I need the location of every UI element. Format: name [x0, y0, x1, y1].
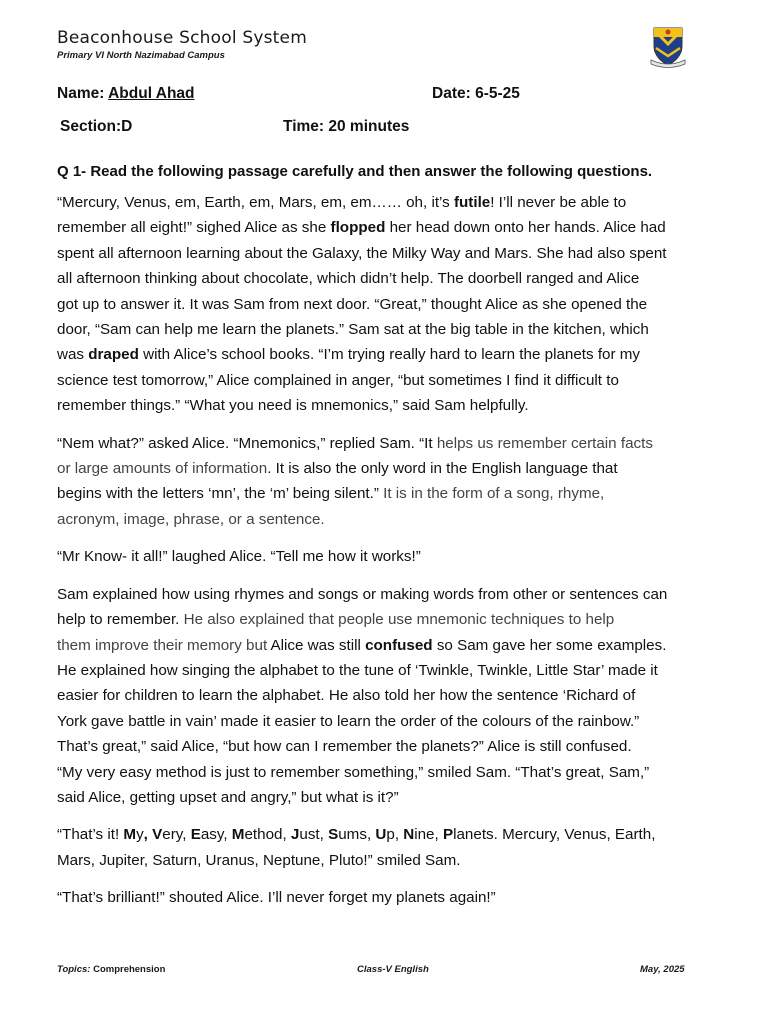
mnemonic-word: Easy,	[190, 826, 232, 844]
date-label: Date:	[432, 85, 476, 102]
passage-paragraph-3	[57, 544, 717, 569]
passage-line: York gave battle in vain’ made it easier to learn the order of the colours of the rainbow.”	[57, 712, 640, 730]
passage-line: acronym, image, phrase, or a sentence.	[57, 510, 325, 528]
time-label: Time:	[283, 118, 329, 135]
passage-line: door, “Sam can help me learn the planets.” Sam sat at the big table in the kitchen, which	[57, 321, 649, 339]
passage-line: or large amounts of information. It is also the only word in the English language that	[57, 460, 618, 478]
passage-line: was draped with Alice’s school books. “I’m trying really hard to learn the planets for my	[57, 346, 641, 364]
mnemonic-word: Up,	[375, 826, 404, 844]
passage	[57, 190, 717, 923]
student-name-line	[57, 85, 195, 103]
topics-value: Comprehension	[90, 964, 166, 975]
passage-paragraph-5	[57, 822, 717, 873]
passage-line: That’s great,” said Alice, “but how can I remember the planets?” Alice is still confused.	[57, 738, 632, 756]
mnemonic-line: “That’s it! My, Very, Easy, Method, Just, Sums, Up, Nine, Planets. Mercury, Venus, Earth,	[57, 826, 656, 844]
passage-line: Sam explained how using rhymes and songs or making words from other or sentences can	[57, 585, 668, 603]
mnemonic-word: Nine,	[403, 826, 443, 844]
question-heading: Q 1- Read the following passage carefully and then answer the following questions.	[57, 163, 653, 180]
passage-line: “That’s brilliant!” shouted Alice. I’ll never forget my planets again!”	[57, 889, 496, 907]
passage-line: Mars, Jupiter, Saturn, Uranus, Neptune, Pluto!” smiled Sam.	[57, 851, 461, 869]
mnemonic-word: Just,	[290, 826, 329, 844]
mnemonic-word: Very,	[152, 826, 191, 844]
footer-topics	[57, 964, 165, 975]
passage-line: got up to answer it. It was Sam from next door. “Great,” thought Alice as she opened the	[57, 295, 648, 313]
passage-line: “Nem what?” asked Alice. “Mnemonics,” replied Sam. “It helps us remember certain facts	[57, 434, 653, 452]
passage-line: He explained how singing the alphabet to the tune of ‘Twinkle, Twinkle, Little Star’ made it	[57, 661, 658, 679]
passage-line: them improve their memory but Alice was still confused so Sam gave her some examples.	[57, 636, 667, 654]
passage-line: remember things.” “What you need is mnemonics,” said Sam helpfully.	[57, 397, 529, 415]
date-line	[432, 85, 520, 103]
school-name: Beaconhouse School System	[57, 28, 307, 48]
passage-line: “Mercury, Venus, em, Earth, em, Mars, em, em…… oh, it’s futile! I’ll never be able to	[57, 194, 627, 211]
mnemonic-word: My,	[123, 826, 153, 844]
name-label: Name:	[57, 85, 109, 102]
mnemonic-word: Sums,	[328, 826, 376, 844]
section-line	[60, 118, 132, 136]
passage-line: “My very easy method is just to remember something,” smiled Sam. “That’s great, Sam,”	[57, 763, 650, 781]
footer-date: May, 2025	[640, 964, 685, 975]
footer-class: Class-V English	[357, 964, 429, 975]
date-value: 6-5-25	[475, 85, 520, 102]
passage-line: easier for children to learn the alphabet. He also told her how the sentence ‘Richard of	[57, 687, 636, 705]
mnemonic-word: Planets.	[442, 826, 503, 844]
section-value: D	[121, 118, 133, 135]
time-value: 20 minutes	[328, 118, 410, 135]
passage-line: remember all eight!” sighed Alice as she flopped her head down onto her hands. Alice had	[57, 219, 666, 237]
passage-paragraph-6	[57, 885, 717, 910]
passage-line: help to remember. He also explained that people use mnemonic techniques to help	[57, 611, 615, 629]
passage-paragraph-4	[57, 582, 717, 811]
passage-line: science test tomorrow,” Alice complained in anger, “but sometimes I find it difficult to	[57, 371, 619, 389]
time-line	[283, 118, 409, 136]
passage-paragraph-2	[57, 431, 717, 533]
mnemonic-word: Method,	[231, 826, 291, 844]
school-crest-logo	[648, 24, 688, 68]
campus-name: Primary VI North Nazimabad Campus	[57, 50, 225, 61]
passage-line: all afternoon thinking about chocolate, which didn’t help. The doorbell ranged and Alice	[57, 270, 640, 288]
passage-line: begins with the letters ‘mn’, the ‘m’ being silent.” It is in the form of a song, rhyme,	[57, 485, 605, 503]
passage-line: “Mr Know- it all!” laughed Alice. “Tell me how it works!”	[57, 548, 421, 566]
student-name: Abdul Ahad	[108, 85, 195, 102]
topics-label: Topics:	[57, 964, 91, 975]
passage-line: said Alice, getting upset and angry,” but what is it?”	[57, 788, 399, 806]
section-label: Section:	[60, 118, 122, 135]
passage-paragraph-1	[57, 190, 717, 419]
passage-line: spent all afternoon learning about the Galaxy, the Milky Way and Mars. She had also spent	[57, 244, 667, 262]
mnemonic-sequence	[123, 826, 502, 843]
